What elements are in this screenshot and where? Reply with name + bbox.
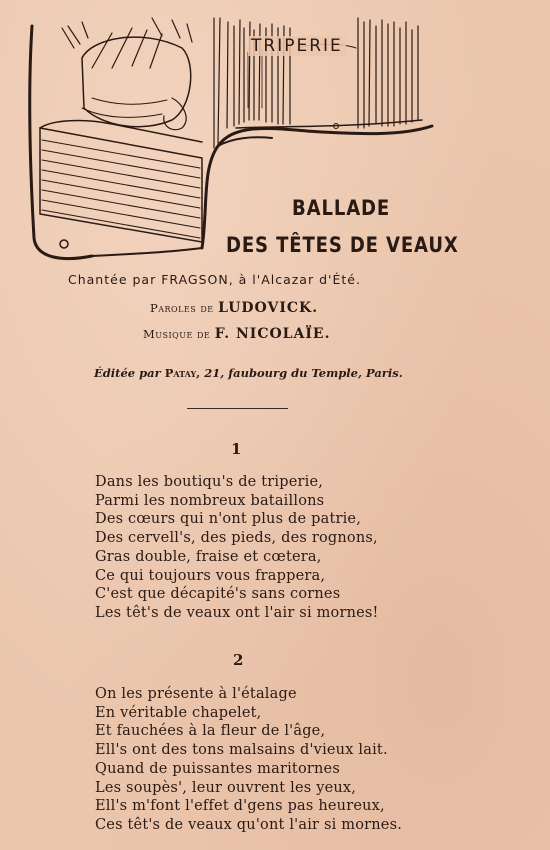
verse-line: Quand de puissantes maritornes [95, 760, 340, 777]
verse-line: Les soupès', leur ouvrent les yeux, [95, 779, 357, 796]
verse-number: 2 [233, 651, 244, 669]
publisher-prefix: Éditée par [94, 366, 161, 380]
music-credit-prefix: Musique de [143, 327, 211, 341]
publisher-name: Patay, [164, 366, 201, 380]
verse-line: Parmi les nombreux bataillons [95, 492, 325, 509]
verse-line: Dans les boutiqu's de triperie, [95, 474, 324, 490]
lyrics-credit [150, 300, 318, 316]
lyrics-credit-prefix: Paroles de [150, 301, 214, 315]
music-credit [143, 326, 330, 342]
verse-line: Ces têt's de veaux qu'ont l'air si mornes. [95, 816, 403, 833]
verse-line: On les présente à l'étalage [95, 686, 297, 702]
triperie-illustration [22, 8, 442, 270]
verse-line: Les têt's de veaux ont l'air si mornes! [95, 604, 379, 621]
stanza-2 [95, 685, 402, 835]
verse-line: Ell's m'font l'effet d'gens pas heureux, [95, 798, 385, 815]
verse-line: Des cœurs qui n'ont plus de patrie, [95, 511, 362, 528]
verse-line: En véritable chapelet, [95, 704, 262, 721]
performer-credit: Chantée par FRAGSON, à l'Alcazar d'Été. [68, 272, 361, 287]
verse-number: 1 [231, 440, 242, 458]
publisher-address: 21, faubourg du Temple, Paris. [204, 366, 403, 380]
shop-sign-text: TRIPERIE [248, 36, 346, 56]
composer-name: F. NICOLAÏE. [214, 326, 331, 342]
verse-line: Et fauchées à la fleur de l'âge, [95, 723, 326, 740]
verse-line: Ce qui toujours vous frappera, [95, 567, 326, 584]
verse-line: Ell's ont des tons malsains d'vieux lait. [95, 742, 388, 759]
title-line-1: BALLADE [292, 196, 391, 220]
divider-rule [187, 408, 288, 409]
title-line-2: DES TÊTES DE VEAUX [226, 233, 459, 257]
verse-line: C'est que décapité's sans cornes [95, 586, 341, 603]
publisher-line [94, 366, 403, 380]
verse-line: Gras double, fraise et cœtera, [95, 548, 322, 565]
lyricist-name: LUDOVICK. [218, 300, 319, 316]
verse-line: Des cervell's, des pieds, des rognons, [95, 530, 378, 547]
stanza-1 [95, 473, 379, 623]
